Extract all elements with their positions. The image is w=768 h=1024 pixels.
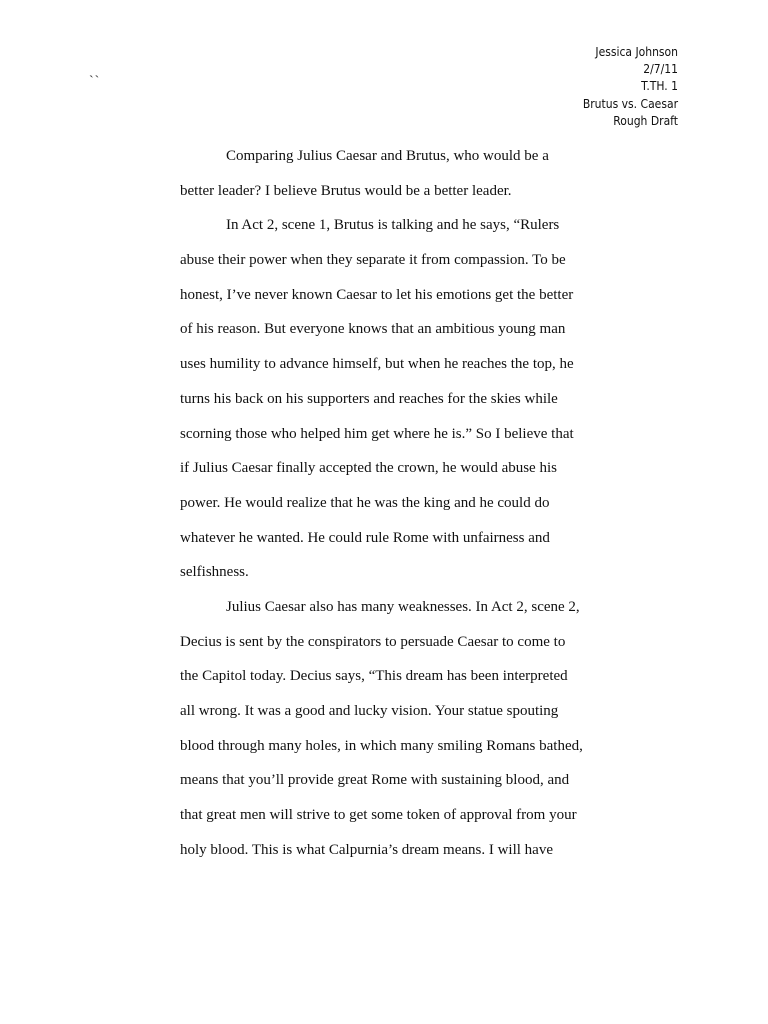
paragraph-line: the Capitol today. Decius says, “This dream has been interpreted: [180, 668, 568, 685]
paragraph-line: selfishness.: [180, 564, 249, 581]
date: 2/7/11: [643, 62, 678, 77]
essay-body: [180, 145, 600, 873]
paragraph-2: [180, 214, 600, 596]
paragraph-3: [180, 596, 600, 874]
paragraph-1: [180, 145, 600, 214]
paragraph-line: abuse their power when they separate it from compassion. To be: [180, 252, 566, 269]
paragraph-line: power. He would realize that he was the king and he could do: [180, 494, 550, 511]
draft-status: Rough Draft: [613, 113, 678, 128]
header-block: [583, 44, 678, 130]
paragraph-line: whatever he wanted. He could rule Rome with unfairness and: [180, 529, 550, 546]
paragraph-line: Comparing Julius Caesar and Brutus, who would be a: [226, 148, 549, 164]
author-name: Jessica Johnson: [595, 45, 678, 59]
paragraph-line: scorning those who helped him get where he is.” So I believe that: [180, 425, 574, 442]
class-period: T.TH. 1: [641, 79, 678, 94]
paragraph-line: uses humility to advance himself, but when he reaches the top, he: [180, 356, 574, 373]
paragraph-line: means that you’ll provide great Rome with sustaining blood, and: [180, 772, 570, 789]
paragraph-line: turns his back on his supporters and reaches for the skies while: [180, 390, 558, 407]
paragraph-line: Julius Caesar also has many weaknesses. In Act 2, scene 2,: [226, 598, 580, 615]
paragraph-line: In Act 2, scene 1, Brutus is talking and he says, “Rulers: [226, 217, 560, 234]
paragraph-line: of his reason. But everyone knows that an ambitious young man: [180, 321, 566, 338]
paragraph-line: all wrong. It was a good and lucky vision. Your statue spouting: [180, 703, 559, 719]
paragraph-line: if Julius Caesar finally accepted the crown, he would abuse his: [180, 460, 557, 477]
paragraph-line: Decius is sent by the conspirators to persuade Caesar to come to: [180, 633, 566, 650]
essay-title: Brutus vs. Caesar: [582, 96, 678, 111]
paragraph-line: holy blood. This is what Calpurnia’s dream means. I will have: [180, 841, 553, 858]
paragraph-line: honest, I’ve never known Caesar to let his emotions get the better: [180, 286, 574, 303]
paragraph-line: better leader? I believe Brutus would be a better leader.: [180, 182, 512, 199]
paragraph-line: blood through many holes, in which many smiling Romans bathed,: [180, 737, 583, 754]
paragraph-line: that great men will strive to get some token of approval from your: [180, 807, 577, 824]
stray-tick-mark: ``: [89, 74, 101, 89]
